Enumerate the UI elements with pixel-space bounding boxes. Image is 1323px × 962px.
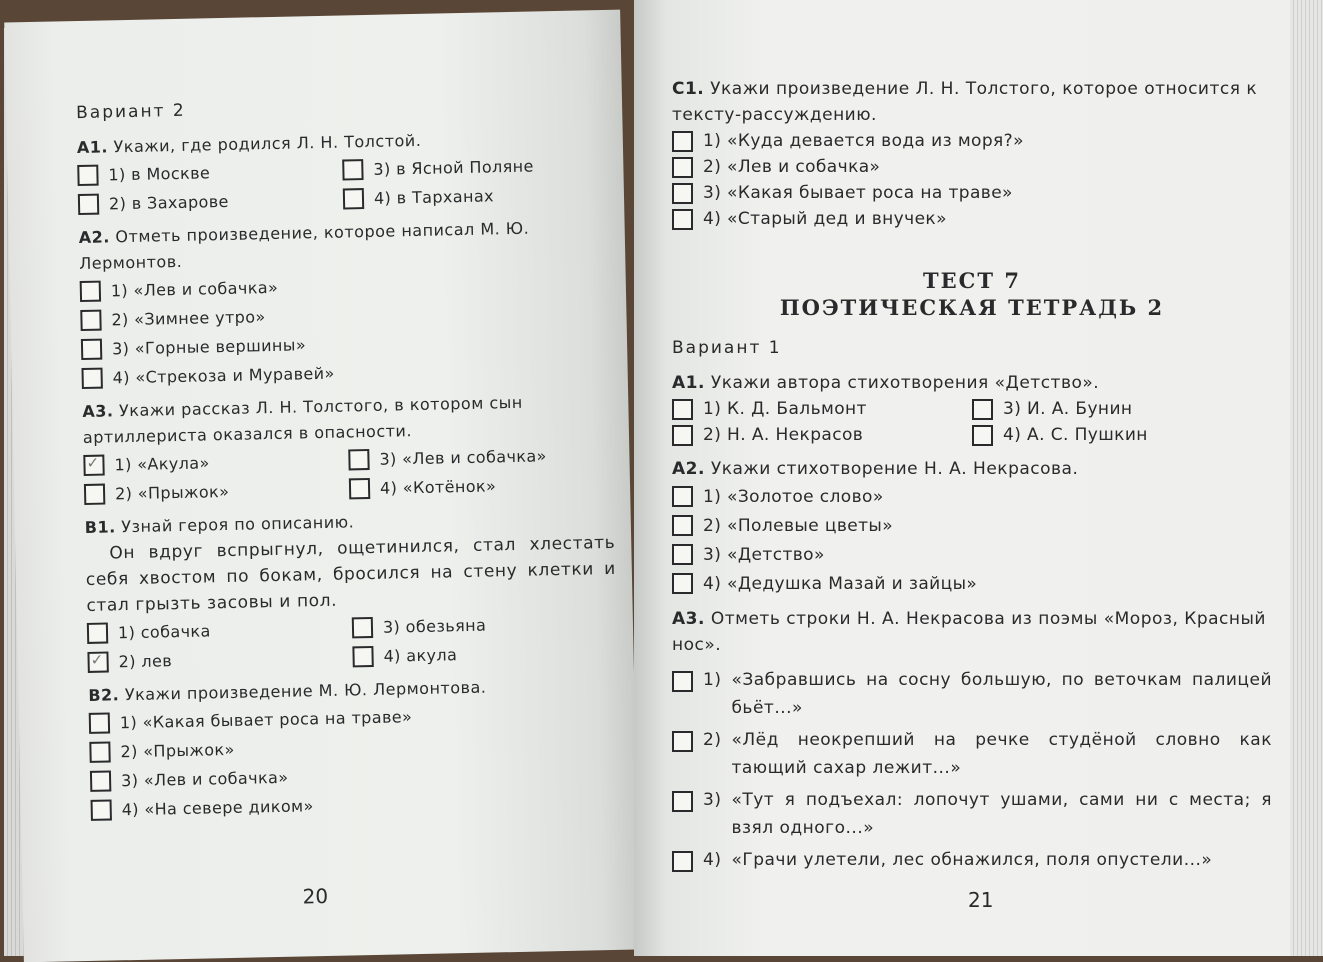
question-c1: С1. Укажи произведение Л. Н. Толстого, которое относится к тексту-рассуждению. (672, 79, 1258, 125)
option-a2-2[interactable]: 2) «Зимнее утро» (80, 295, 610, 335)
page-number-right: 21 (968, 888, 994, 912)
a1-options (672, 396, 1272, 448)
option-b2-2[interactable]: 2) «Прыжок» (89, 727, 619, 767)
option-a1-3[interactable]: 3) в Ясной Поляне (342, 150, 608, 185)
checkbox[interactable] (672, 131, 693, 152)
checkbox[interactable] (342, 159, 363, 180)
option-a2-3[interactable]: 3) «Горные вершины» (81, 324, 611, 364)
checkbox[interactable] (672, 791, 693, 812)
checkbox[interactable] (672, 157, 693, 178)
page-21 (634, 0, 1294, 956)
option-a1-3[interactable]: 3) И. А. Бунин (972, 396, 1272, 422)
checkbox[interactable] (672, 573, 693, 594)
option-a3-1[interactable]: 1) «Забравшись на сосну большую, по веточкам палицей бьёт...» (672, 666, 1272, 722)
right-page-content (672, 70, 1272, 878)
option-b2-3[interactable]: 3) «Лев и собачка» (90, 756, 620, 796)
page-number-left: 20 (302, 883, 329, 909)
option-a3-3[interactable]: 3) «Тут я подъехал: лопочут ушами, сами ни с места; я взял одного...» (672, 786, 1272, 842)
checkbox[interactable] (672, 425, 693, 446)
question-a3: А3. Укажи рассказ Л. Н. Толстого, в котором сын артиллериста оказался в опасности. (82, 392, 523, 447)
a1-options (77, 150, 608, 219)
checkbox[interactable] (352, 646, 373, 667)
option-b1-1[interactable]: 1) собачка (87, 613, 353, 648)
option-a3-2[interactable]: 2) «Лёд неокрепший на речке студёной словно как тающий сахар лежит...» (672, 726, 1272, 782)
option-a3-4[interactable]: 4) «Котёнок» (349, 469, 615, 504)
checkbox[interactable] (349, 478, 370, 499)
variant-heading: Вариант 2 (75, 100, 186, 124)
option-b1-4[interactable]: 4) акула (352, 637, 618, 672)
page-stack-right (1290, 0, 1323, 956)
option-a2-3[interactable]: 3) «Детство» (672, 540, 1272, 569)
question-a3: А3. Отметь строки Н. А. Некрасова из поэмы «Мороз, Красный нос». (672, 609, 1266, 655)
checkbox[interactable] (672, 399, 693, 420)
checkbox[interactable] (80, 310, 101, 331)
checkbox[interactable] (672, 183, 693, 204)
b1-passage: Он вдруг вспрыгнул, ощетинился, стал хлестать себя хвостом по бокам, бросился на стену клетки и стал грызть засовы и пол. (85, 532, 617, 616)
checkbox[interactable] (672, 851, 693, 872)
option-c1-3[interactable]: 3) «Какая бывает роса на траве» (672, 180, 1272, 206)
option-a3-2[interactable]: 2) «Прыжок» (84, 474, 350, 509)
option-a2-4[interactable]: 4) «Дедушка Мазай и зайцы» (672, 569, 1272, 598)
test-title: ПОЭТИЧЕСКАЯ ТЕТРАДЬ 2 (779, 295, 1165, 320)
checkbox[interactable] (672, 671, 693, 692)
left-page-content (76, 84, 621, 825)
question-b1: В1. Узнай героя по описанию. (84, 512, 355, 537)
question-a1: А1. Укажи автора стихотворения «Детство». (672, 373, 1100, 393)
option-a1-4[interactable]: 4) А. С. Пушкин (972, 422, 1272, 448)
option-a3-4[interactable]: 4) «Грачи улетели, лес обнажился, поля опустели...» (672, 846, 1272, 874)
checkbox[interactable] (77, 165, 98, 186)
checkbox[interactable] (89, 712, 110, 733)
checkbox[interactable] (81, 368, 102, 389)
option-b2-4[interactable]: 4) «На севере диком» (90, 785, 620, 825)
option-c1-1[interactable]: 1) «Куда девается вода из моря?» (672, 128, 1272, 154)
test-number: ТЕСТ 7 (923, 268, 1021, 293)
checkbox[interactable] (343, 188, 364, 209)
option-b2-1[interactable]: 1) «Какая бывает роса на траве» (89, 698, 619, 738)
checkbox-checked[interactable] (83, 455, 104, 476)
option-a3-1[interactable]: ✓ 1) «Акула» (83, 445, 349, 480)
checkbox[interactable] (972, 399, 993, 420)
option-a2-2[interactable]: 2) «Полевые цветы» (672, 511, 1272, 540)
checkbox[interactable] (84, 484, 105, 505)
option-a2-1[interactable]: 1) «Лев и собачка» (80, 266, 610, 306)
checkbox[interactable] (672, 731, 693, 752)
checkbox[interactable] (672, 544, 693, 565)
checkbox-checked[interactable] (87, 652, 108, 673)
checkbox[interactable] (87, 623, 108, 644)
option-a1-4[interactable]: 4) в Тарханах (343, 179, 609, 214)
checkbox[interactable] (90, 770, 111, 791)
option-c1-2[interactable]: 2) «Лев и собачка» (672, 154, 1272, 180)
checkbox[interactable] (81, 339, 102, 360)
checkbox[interactable] (80, 281, 101, 302)
option-a2-4[interactable]: 4) «Стрекоза и Муравей» (81, 353, 611, 393)
option-a1-2[interactable]: 2) Н. А. Некрасов (672, 422, 972, 448)
question-a1: А1. Укажи, где родился Л. Н. Толстой. (76, 130, 422, 158)
checkbox[interactable] (672, 209, 693, 230)
checkbox[interactable] (972, 425, 993, 446)
question-a2: А2. Отметь произведение, которое написал М. Ю. Лермонтов. (78, 218, 530, 274)
checkbox[interactable] (89, 741, 110, 762)
checkbox[interactable] (352, 617, 373, 638)
option-b1-3[interactable]: 3) обезьяна (352, 608, 618, 643)
a3-options (83, 440, 614, 509)
b1-options (87, 608, 618, 677)
checkbox[interactable] (91, 799, 112, 820)
checkbox[interactable] (672, 486, 693, 507)
option-c1-4[interactable]: 4) «Старый дед и внучек» (672, 206, 1272, 232)
variant-heading: Вариант 1 (672, 338, 782, 358)
question-a2: А2. Укажи стихотворение Н. А. Некрасова. (672, 459, 1079, 479)
option-a3-3[interactable]: 3) «Лев и собачка» (348, 440, 614, 475)
checkbox[interactable] (672, 515, 693, 536)
page-20 (4, 10, 640, 962)
checkbox[interactable] (348, 449, 369, 470)
checkbox[interactable] (78, 194, 99, 215)
question-b2: В2. Укажи произведение М. Ю. Лермонтова. (88, 677, 487, 705)
option-a1-1[interactable]: 1) К. Д. Бальмонт (672, 396, 972, 422)
option-b1-2[interactable]: ✓ 2) лев (87, 642, 353, 677)
option-a2-1[interactable]: 1) «Золотое слово» (672, 482, 1272, 511)
option-a1-1[interactable]: 1) в Москве (77, 156, 343, 191)
option-a1-2[interactable]: 2) в Захарове (78, 185, 344, 220)
